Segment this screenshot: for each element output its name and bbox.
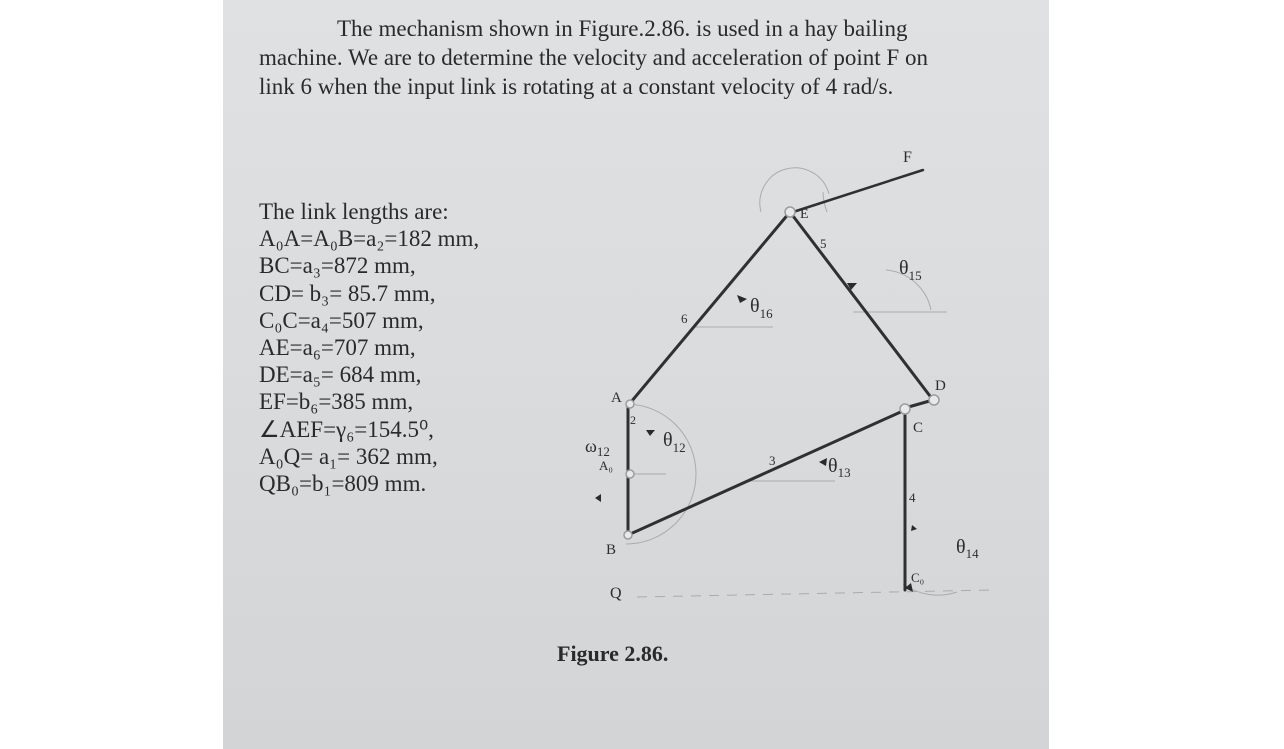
point-a0-label: A₀: [599, 458, 613, 473]
point-e-label: E: [800, 207, 809, 222]
theta14-arrow: [911, 525, 917, 531]
theta15-label: $\theta_{15}$: [899, 257, 922, 283]
point-a-label: A: [611, 390, 622, 406]
problem-line-2: machine. We are to determine the velocity and acceleration of point F on: [259, 45, 928, 70]
link-2-number: 2: [630, 413, 636, 427]
link-lengths-heading: The link lengths are:: [259, 199, 449, 224]
theta14-label: $\theta_{14}$: [956, 536, 979, 561]
joint-e-arc: [760, 168, 829, 212]
link-length-item: QB₀=b₁=809 mm.: [259, 471, 427, 497]
link-length-item: CD= b₃= 85.7 mm,: [259, 280, 436, 306]
link-length-item: EF=b₆=385 mm,: [259, 389, 414, 415]
joint-a: [626, 400, 634, 408]
links: [628, 170, 933, 590]
link-5-de: [790, 212, 933, 400]
angle-markers: [595, 283, 917, 592]
link-length-item: ∠AEF=γ₆=154.5⁰,: [259, 416, 434, 442]
joints: [624, 207, 939, 539]
link-6-number: 6: [681, 311, 688, 326]
figure-caption: Figure 2.86.: [557, 641, 669, 666]
problem-line-3: link 6 when the input link is rotating at a constant velocity of 4 rad/s.: [259, 74, 894, 99]
joint-a0: [626, 470, 634, 478]
point-q-label: Q: [610, 585, 622, 602]
link-length-item: BC=a₃=872 mm,: [259, 253, 416, 279]
link-6-ef: [793, 170, 923, 212]
link-length-item: C₀C=a₄=507 mm,: [259, 307, 424, 333]
link-length-item: A₀Q= a₁= 362 mm,: [259, 443, 438, 469]
joint-d: [929, 395, 939, 405]
mechanism-diagram: [223, 0, 1049, 749]
link-4-number: 4: [909, 490, 916, 505]
point-d-label: D: [935, 378, 946, 394]
theta16-arrow: [737, 295, 747, 303]
problem-line-1: The mechanism shown in Figure.2.86. is used in a hay bailing: [337, 16, 908, 41]
ground-dashed-line: [637, 590, 993, 597]
point-c0-label: C₀: [911, 570, 925, 585]
link-length-item: AE=a₆=707 mm,: [259, 335, 416, 361]
theta16-label: $\theta_{16}$: [750, 295, 773, 321]
joint-b: [624, 531, 632, 539]
textbook-page: [223, 0, 1049, 749]
omega12-label: $\omega_{12}$: [585, 436, 610, 459]
joint-c: [900, 404, 910, 414]
theta13-arrow: [819, 458, 827, 466]
point-c-label: C: [913, 420, 924, 436]
link-5-number: 5: [820, 236, 827, 251]
point-f-label: F: [903, 149, 912, 166]
link-length-item: DE=a₅= 684 mm,: [259, 362, 422, 388]
theta12-label: $\theta_{12}$: [663, 429, 686, 455]
omega12-arrow: [595, 494, 601, 502]
theta12-arrow: [646, 430, 655, 436]
link-length-item: A₀A=A₀B=a₂=182 mm,: [259, 226, 480, 252]
point-b-label: B: [606, 542, 617, 558]
link-3-number: 3: [769, 453, 776, 468]
joint-e: [785, 207, 795, 217]
theta13-label: $\theta_{13}$: [828, 455, 851, 480]
